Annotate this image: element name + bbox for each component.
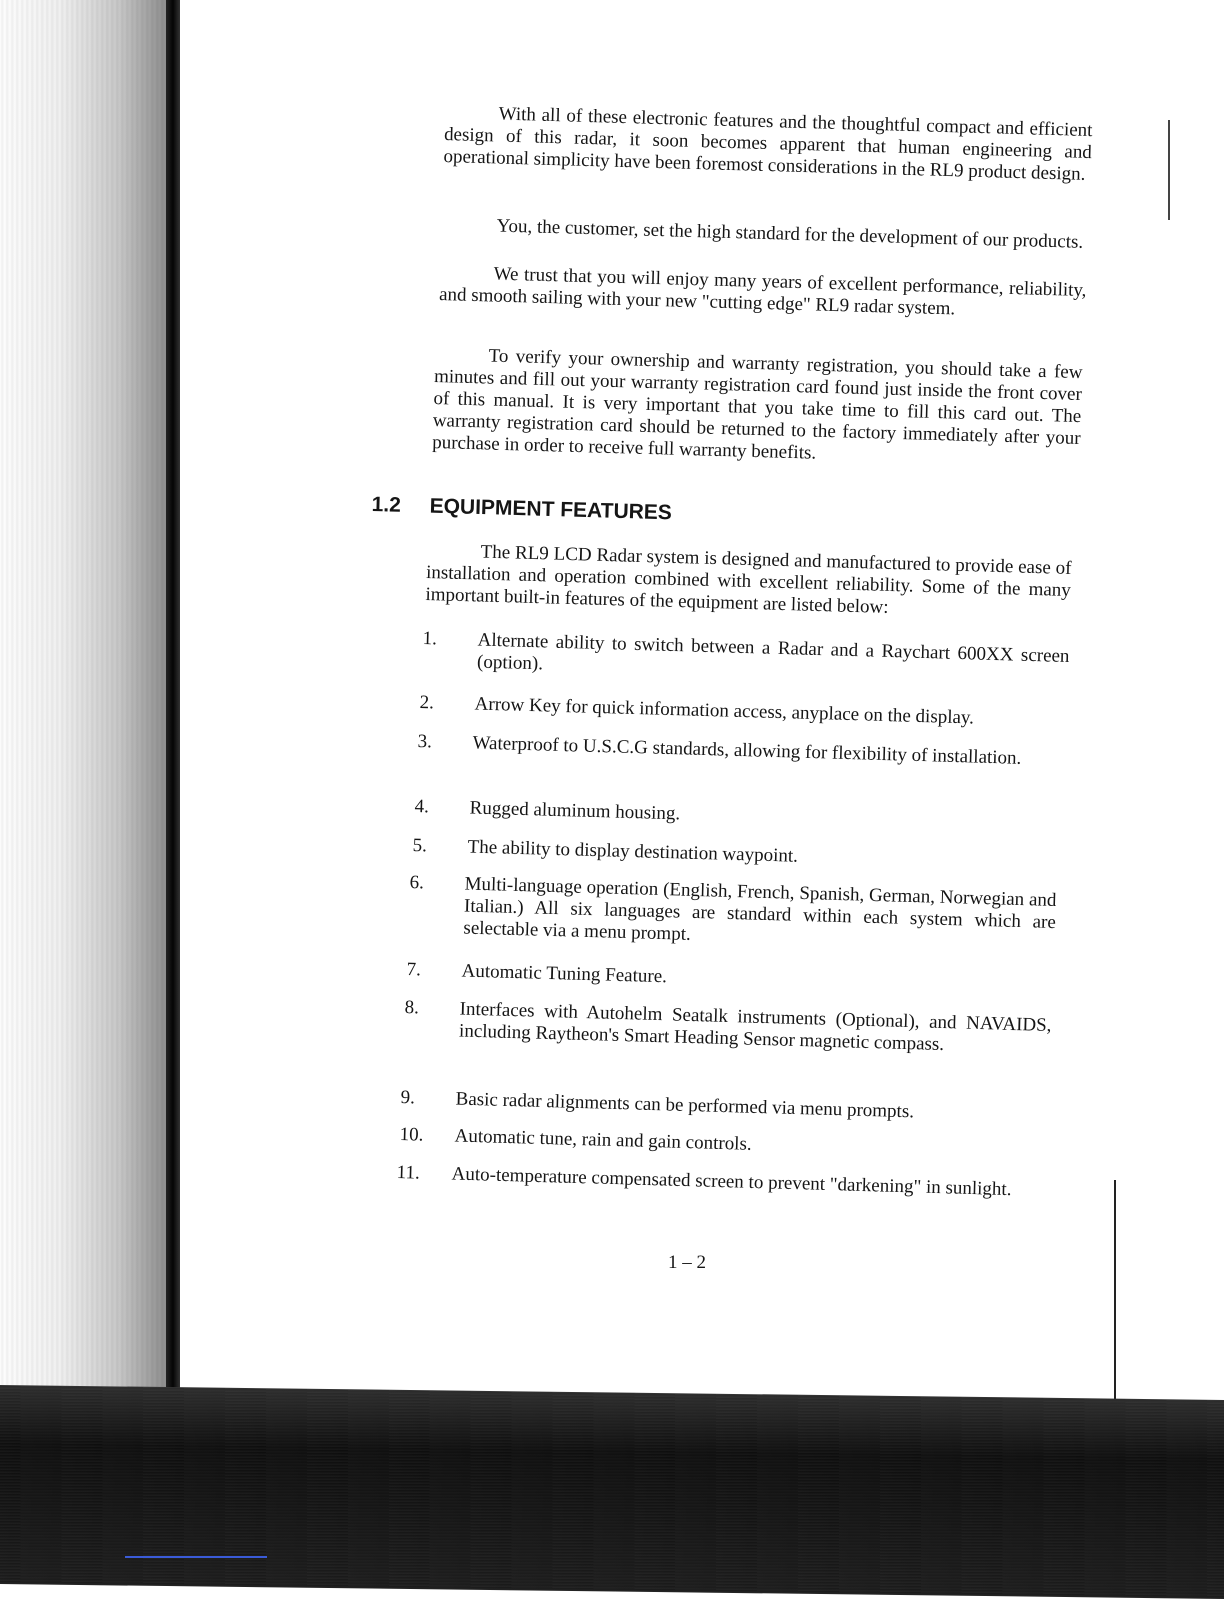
feature-item-6 <box>408 872 1060 960</box>
feature-number: 6. <box>409 872 425 894</box>
feature-item-3 <box>417 731 1068 797</box>
feature-number: 3. <box>417 731 433 753</box>
warranty-paragraph: To verify your ownership and warranty registration, you should take a few minutes and fill out your warranty registration card found just inside the front cover of this manual. It is very important that you take time to fill this card out. The warranty registration card should be returned to the factory immediately after your purchase in order to receive full warranty benefits. <box>431 345 1083 464</box>
feature-text: Auto-temperature compensated screen to prevent "darkening" in sunlight. <box>451 1163 1012 1201</box>
feature-number: 5. <box>412 835 428 857</box>
feature-item-7 <box>406 959 1056 1003</box>
section-title: EQUIPMENT FEATURES <box>429 494 673 525</box>
feature-number: 10. <box>399 1124 424 1146</box>
feature-text: The ability to display destination waypoint. <box>467 836 799 867</box>
page-number: 1 – 2 <box>668 1252 706 1273</box>
feature-text: Multi-language operation (English, French, Spanish, German, Norwegian and Italian.) All six languages are standard within each system which are selectable via a menu prompt. <box>463 873 1057 945</box>
feature-number: 1. <box>422 628 438 650</box>
feature-text: Interfaces with Autohelm Seatalk instruments (Optional), and NAVAIDS, including Raytheon's Smart Heading Sensor magnetic compass. <box>458 998 1052 1056</box>
feature-item-1 <box>422 628 1073 694</box>
blue-underline-mark <box>125 1556 267 1558</box>
intro-paragraph-1: With all of these electronic features and the thoughtful compact and efficient design of this radar, it soon becomes apparent that human engineering and operational simplicity have been foremost considerations in the RL9 product design. <box>443 103 1093 185</box>
feature-item-11 <box>396 1162 1047 1228</box>
feature-text: Basic radar alignments can be performed via menu prompts. <box>455 1088 915 1123</box>
feature-number: 11. <box>396 1162 421 1184</box>
feature-text: Automatic Tuning Feature. <box>461 960 668 988</box>
feature-item-4 <box>414 796 1064 840</box>
intro-paragraph-2: You, the customer, set the high standard for the development of our products. <box>496 215 1084 253</box>
feature-text: Rugged aluminum housing. <box>469 797 681 825</box>
feature-text: Alternate ability to switch between a Radar and a Raychart 600XX screen (option). <box>476 629 1070 675</box>
feature-number: 8. <box>404 997 420 1019</box>
section-heading <box>371 493 1071 537</box>
feature-item-8 <box>403 997 1055 1085</box>
section-number: 1.2 <box>371 493 402 517</box>
feature-number: 4. <box>414 796 430 818</box>
feature-item-5 <box>412 835 1062 879</box>
scan-bottom-shadow <box>0 1385 1224 1599</box>
feature-number: 7. <box>406 959 422 981</box>
feature-text: Waterproof to U.S.C.G standards, allowing for flexibility of installation. <box>472 732 1022 769</box>
feature-text: Arrow Key for quick information access, anyplace on the display. <box>474 693 975 729</box>
feature-item-10 <box>399 1124 1049 1168</box>
feature-item-9 <box>400 1087 1050 1131</box>
feature-text: Automatic tune, rain and gain controls. <box>454 1125 752 1155</box>
feature-number: 9. <box>400 1087 416 1109</box>
section-intro-paragraph: The RL9 LCD Radar system is designed and manufactured to provide ease of installation and operation combined with excellent reliability. Some of the many important built-in features of the equipment are listed below: <box>425 541 1072 618</box>
intro-paragraph-3: We trust that you will enjoy many years of excellent performance, reliability, and smooth sailing with your new "cutting edge" RL9 radar system. <box>438 263 1087 320</box>
feature-number: 2. <box>419 692 435 714</box>
feature-item-2 <box>419 692 1069 736</box>
